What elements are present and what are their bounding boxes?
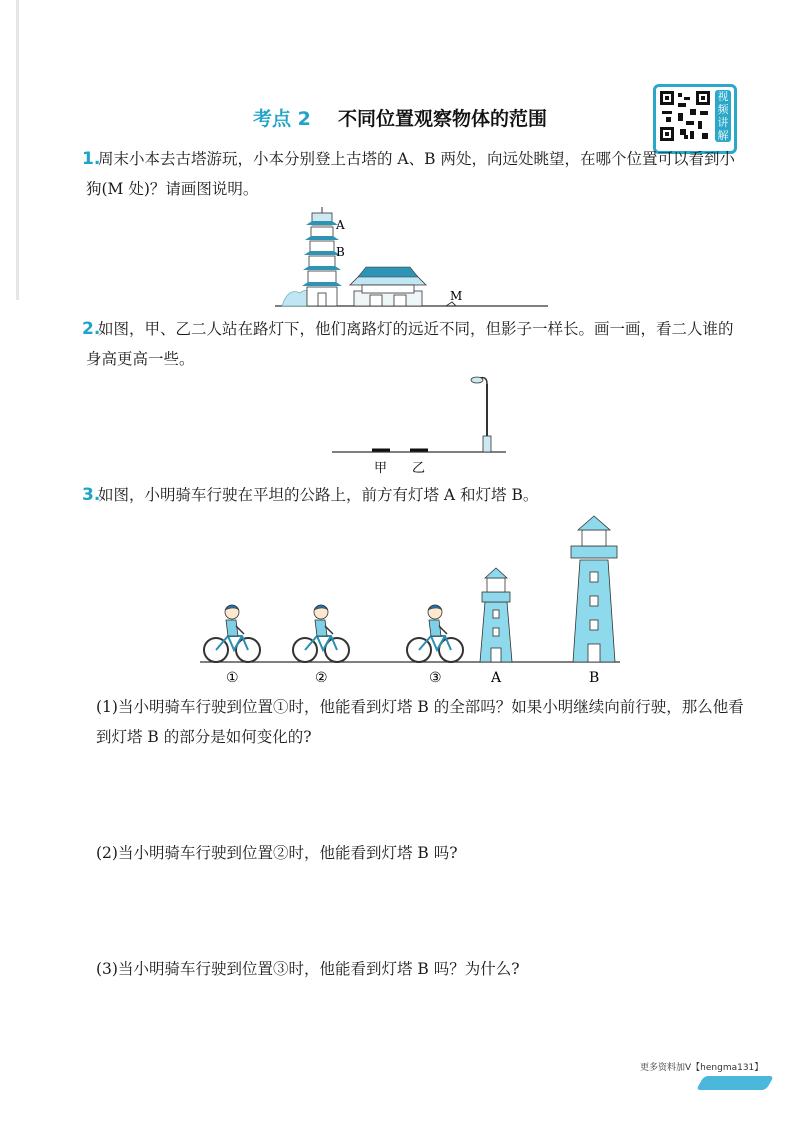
label-a: A	[336, 218, 345, 232]
lighthouse-a	[480, 568, 512, 662]
cyclist-position-1	[204, 605, 260, 662]
cyclist-position-2	[293, 605, 349, 662]
temple-building	[350, 267, 426, 306]
label-jia: 甲	[374, 461, 388, 476]
footer-decoration	[696, 1076, 774, 1090]
question-1	[82, 144, 746, 204]
qr-caption: 视频讲解	[715, 90, 731, 142]
label-position-1: ①	[226, 670, 239, 686]
question-text: 如图，小明骑车行驶在平坦的公路上，前方有灯塔 A 和灯塔 B。	[98, 486, 539, 504]
label-position-3: ③	[429, 670, 442, 686]
section-label: 考点 2	[253, 108, 311, 130]
label-b: B	[336, 245, 345, 259]
question-text: 周末小本去古塔游玩，小本分别登上古塔的 A、B 两处，向远处眺望，在哪个位置可以看到小狗(M 处)？请画图说明。	[86, 150, 735, 198]
streetlight	[471, 377, 491, 452]
cyclist-position-3	[407, 605, 463, 662]
question-3-part-1: (1)当小明骑车行驶到位置①时，他能看到灯塔 B 的全部吗？如果小明继续向前行驶，那么他看到灯塔 B 的部分是如何变化的?	[96, 698, 744, 746]
question-3-part-3: (3)当小明骑车行驶到位置③时，他能看到灯塔 B 吗？为什么?	[96, 960, 520, 978]
question-number: 2.	[82, 319, 101, 339]
question-number: 1.	[82, 149, 101, 169]
question-2	[82, 314, 746, 374]
question-3	[82, 480, 746, 510]
question-3-part-2: (2)当小明骑车行驶到位置②时，他能看到灯塔 B 吗?	[96, 844, 458, 862]
streetlight-figure	[330, 372, 510, 478]
label-yi: 乙	[412, 461, 426, 476]
lighthouse-b	[571, 516, 617, 662]
footer-note: 更多资料加V【hengma131】	[640, 1063, 764, 1073]
label-lighthouse-b: B	[589, 670, 600, 686]
label-m: M	[450, 289, 463, 303]
label-lighthouse-a: A	[491, 670, 502, 686]
page-edge-rule	[16, 0, 19, 300]
pagoda-figure	[270, 205, 560, 313]
label-position-2: ②	[315, 670, 328, 686]
question-text: 如图，甲、乙二人站在路灯下，他们离路灯的远近不同，但影子一样长。画一画，看二人谁的身高更高一些。	[86, 320, 734, 368]
section-title: 不同位置观察物体的范围	[337, 108, 547, 130]
lighthouse-figure	[180, 512, 630, 692]
qr-code-icon	[660, 91, 710, 141]
question-number: 3.	[82, 485, 101, 505]
